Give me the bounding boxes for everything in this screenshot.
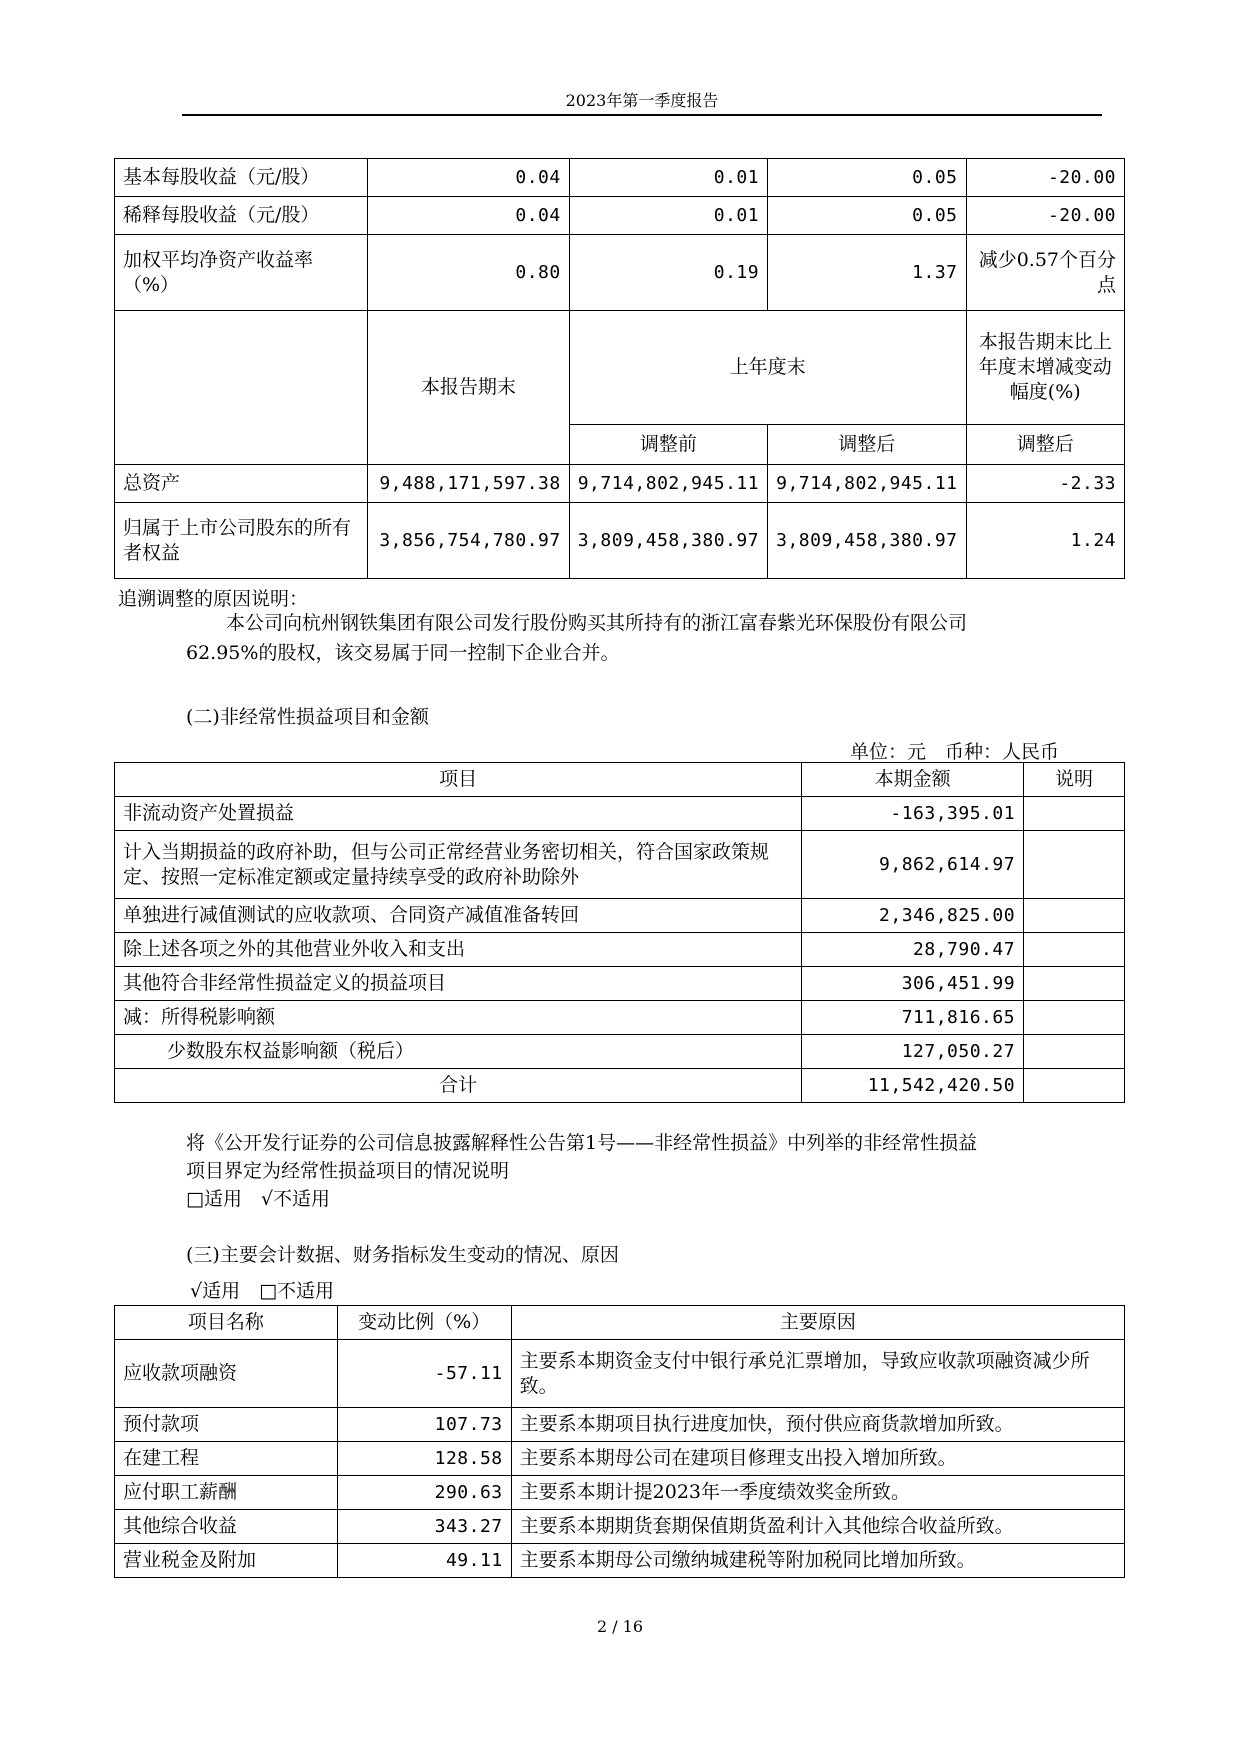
note-cell <box>1024 831 1125 899</box>
cell-value: 0.05 <box>768 197 966 235</box>
cell-value: 0.05 <box>768 159 966 197</box>
item-name: 应付职工薪酬 <box>115 1476 338 1510</box>
item-cell: 计入当期损益的政府补助，但与公司正常经营业务密切相关，符合国家政策规定、按照一定标准定额或定量持续享受的政府补助除外 <box>115 831 802 899</box>
note-cell <box>1024 1035 1125 1069</box>
cell-value: 1.24 <box>966 503 1125 579</box>
change-ratio: 290.63 <box>337 1476 511 1510</box>
total-amount: 11,542,420.50 <box>802 1069 1024 1103</box>
changes-reasons-table <box>114 1305 1125 1578</box>
amount-cell: 28,790.47 <box>802 933 1024 967</box>
table-row <box>115 797 1125 831</box>
item-cell: 非流动资产处置损益 <box>115 797 802 831</box>
table-row <box>115 197 1125 235</box>
item-name: 在建工程 <box>115 1442 338 1476</box>
item-name: 营业税金及附加 <box>115 1544 338 1578</box>
row-label: 稀释每股收益（元/股） <box>115 197 368 235</box>
cell-value: 9,714,802,945.11 <box>768 465 966 503</box>
row-label: 基本每股收益（元/股） <box>115 159 368 197</box>
col-header-amount: 本期金额 <box>802 763 1024 797</box>
col-header-ratio: 变动比例（%） <box>337 1306 511 1340</box>
cell-value: 0.04 <box>367 159 569 197</box>
table-row <box>115 159 1125 197</box>
item-name: 其他综合收益 <box>115 1510 338 1544</box>
amount-cell: 9,862,614.97 <box>802 831 1024 899</box>
note-cell <box>1024 933 1125 967</box>
amount-cell: 306,451.99 <box>802 967 1024 1001</box>
page-header: 2023年第一季度报告 <box>565 91 719 110</box>
table-subheader-row <box>115 311 1125 425</box>
change-reason: 主要系本期计提2023年一季度绩效奖金所致。 <box>511 1476 1124 1510</box>
row-label: 总资产 <box>115 465 368 503</box>
cell-value: -20.00 <box>966 197 1125 235</box>
total-label: 合计 <box>115 1069 802 1103</box>
item-cell: 少数股东权益影响额（税后） <box>115 1035 802 1069</box>
applicability-check: □适用 √不适用 <box>186 1188 331 1210</box>
table-row <box>115 1544 1125 1578</box>
col-header-note: 说明 <box>1024 763 1125 797</box>
change-reason: 主要系本期项目执行进度加快，预付供应商货款增加所致。 <box>511 1408 1124 1442</box>
table-header-row <box>115 763 1125 797</box>
amount-cell: 2,346,825.00 <box>802 899 1024 933</box>
key-financial-data-table <box>114 158 1125 579</box>
table-row <box>115 1001 1125 1035</box>
header-change-pct: 本报告期末比上年度末增减变动幅度(%) <box>966 311 1125 425</box>
header-current-period-end: 本报告期末 <box>367 311 569 465</box>
amount-cell: 711,816.65 <box>802 1001 1024 1035</box>
note-cell <box>1024 899 1125 933</box>
change-ratio: 128.58 <box>337 1442 511 1476</box>
classification-note: 将《公开发行证券的公司信息披露解释性公告第1号——非经常性损益》中列举的非经常性损益 <box>186 1132 978 1154</box>
cell-value: -2.33 <box>966 465 1125 503</box>
item-name: 预付款项 <box>115 1408 338 1442</box>
table-row <box>115 1442 1125 1476</box>
change-reason: 主要系本期母公司在建项目修理支出投入增加所致。 <box>511 1442 1124 1476</box>
table-row <box>115 465 1125 503</box>
amount-cell: 127,050.27 <box>802 1035 1024 1069</box>
item-cell: 除上述各项之外的其他营业外收入和支出 <box>115 933 802 967</box>
change-reason: 主要系本期资金支付中银行承兑汇票增加，导致应收款项融资减少所致。 <box>511 1340 1124 1408</box>
row-label: 归属于上市公司股东的所有者权益 <box>115 503 368 579</box>
non-recurring-items-table <box>114 762 1125 1103</box>
note-cell <box>1024 967 1125 1001</box>
section3-title: (三)主要会计数据、财务指标发生变动的情况、原因 <box>186 1244 619 1266</box>
table-row <box>115 899 1125 933</box>
table-row <box>115 933 1125 967</box>
col-header-item: 项目 <box>115 763 802 797</box>
item-cell: 减：所得税影响额 <box>115 1001 802 1035</box>
retro-adjust-body: 本公司向杭州钢铁集团有限公司发行股份购买其所持有的浙江富春紫光环保股份有限公司 <box>226 612 968 634</box>
unit-currency-note: 单位：元 币种：人民币 <box>850 741 1060 763</box>
applicability-check: √适用 □不适用 <box>190 1280 335 1302</box>
table-header-row <box>115 1306 1125 1340</box>
amount-cell: -163,395.01 <box>802 797 1024 831</box>
col-header-reason: 主要原因 <box>511 1306 1124 1340</box>
empty-header-cell <box>115 311 368 465</box>
cell-value: 0.01 <box>569 197 767 235</box>
note-cell <box>1024 1069 1125 1103</box>
cell-value: 0.19 <box>569 235 767 311</box>
cell-value: 0.80 <box>367 235 569 311</box>
retro-adjust-body-cont: 62.95%的股权，该交易属于同一控制下企业合并。 <box>186 642 620 664</box>
cell-value: 9,714,802,945.11 <box>569 465 767 503</box>
cell-value: -20.00 <box>966 159 1125 197</box>
cell-value: 1.37 <box>768 235 966 311</box>
cell-value: 3,809,458,380.97 <box>569 503 767 579</box>
cell-value: 9,488,171,597.38 <box>367 465 569 503</box>
section2-title: (二)非经常性损益项目和金额 <box>186 706 429 728</box>
change-reason: 主要系本期期货套期保值期货盈利计入其他综合收益所致。 <box>511 1510 1124 1544</box>
table-row <box>115 1340 1125 1408</box>
item-cell: 单独进行减值测试的应收款项、合同资产减值准备转回 <box>115 899 802 933</box>
row-label: 加权平均净资产收益率（%） <box>115 235 368 311</box>
item-name: 应收款项融资 <box>115 1340 338 1408</box>
change-reason: 主要系本期母公司缴纳城建税等附加税同比增加所致。 <box>511 1544 1124 1578</box>
table-row <box>115 1408 1125 1442</box>
change-ratio: 343.27 <box>337 1510 511 1544</box>
header-before-adjust: 调整前 <box>569 425 767 465</box>
header-prev-year-end: 上年度末 <box>569 311 966 425</box>
header-after-adjust: 调整后 <box>768 425 966 465</box>
page-number: 2 / 16 <box>596 1617 644 1636</box>
item-cell: 其他符合非经常性损益定义的损益项目 <box>115 967 802 1001</box>
cell-value: 减少0.57个百分点 <box>966 235 1125 311</box>
classification-note-cont: 项目界定为经常性损益项目的情况说明 <box>186 1160 510 1182</box>
table-row <box>115 831 1125 899</box>
change-ratio: 49.11 <box>337 1544 511 1578</box>
retro-adjust-title: 追溯调整的原因说明： <box>118 588 309 610</box>
table-total-row <box>115 1069 1125 1103</box>
note-cell <box>1024 1001 1125 1035</box>
table-row <box>115 1035 1125 1069</box>
note-cell <box>1024 797 1125 831</box>
cell-value: 3,809,458,380.97 <box>768 503 966 579</box>
header-rule <box>182 114 1102 116</box>
header-after-adjust: 调整后 <box>966 425 1125 465</box>
table-row <box>115 967 1125 1001</box>
cell-value: 3,856,754,780.97 <box>367 503 569 579</box>
cell-value: 0.01 <box>569 159 767 197</box>
table-row <box>115 1510 1125 1544</box>
table-row <box>115 503 1125 579</box>
col-header-name: 项目名称 <box>115 1306 338 1340</box>
cell-value: 0.04 <box>367 197 569 235</box>
change-ratio: 107.73 <box>337 1408 511 1442</box>
change-ratio: -57.11 <box>337 1340 511 1408</box>
table-row <box>115 235 1125 311</box>
table-row <box>115 1476 1125 1510</box>
